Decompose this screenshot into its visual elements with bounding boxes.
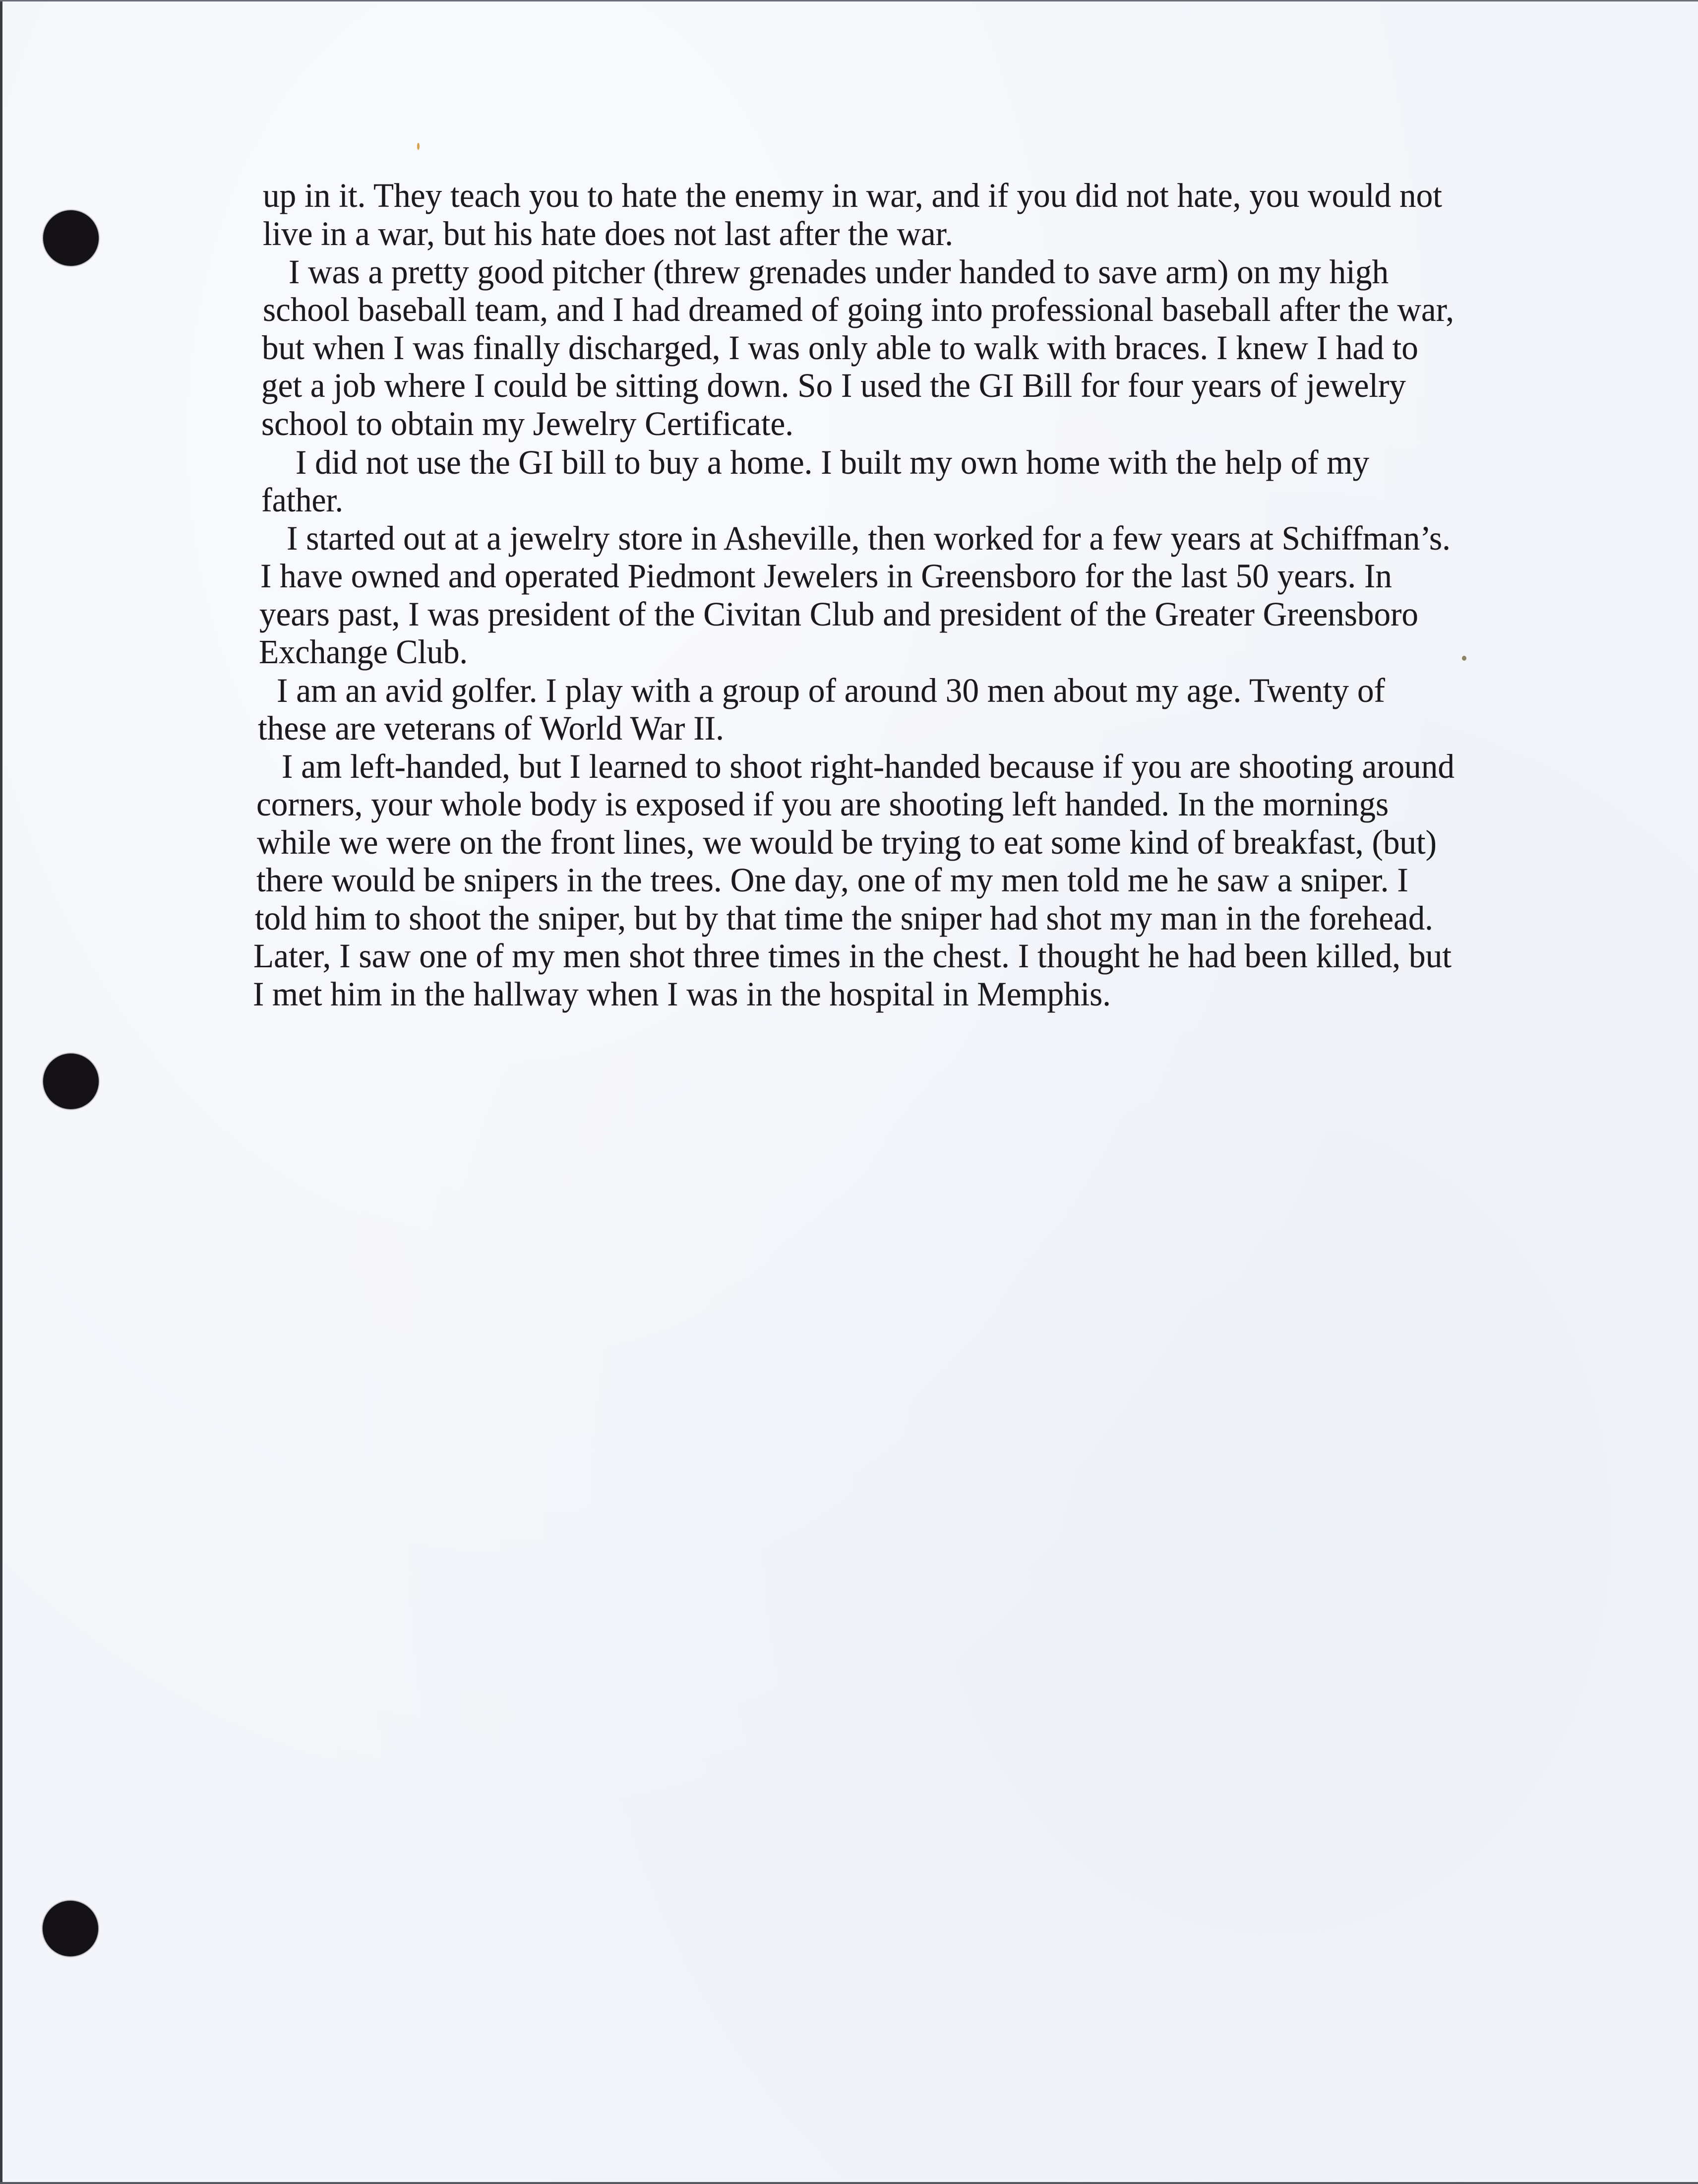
- text-line: I was a pretty good pitcher (threw grenades under handed to save arm) on my high: [289, 253, 1389, 291]
- text-line: there would be snipers in the trees. One day, one of my men told me he saw a sniper. I: [256, 861, 1408, 899]
- text-line: told him to shoot the sniper, but by that time the sniper had shot my man in the forehead.: [255, 899, 1433, 937]
- text-line: school to obtain my Jewelry Certificate.: [261, 405, 794, 442]
- text-line: Exchange Club.: [259, 633, 468, 671]
- text-line: I started out at a jewelry store in Asheville, then worked for a few years at Schiffman’s.: [287, 519, 1451, 557]
- text-line: I am an avid golfer. I play with a group of around 30 men about my age. Twenty of: [277, 672, 1385, 709]
- text-line: I did not use the GI bill to buy a home. I built my own home with the help of my: [296, 443, 1370, 481]
- text-line: but when I was finally discharged, I was only able to walk with braces. I knew I had to: [262, 329, 1418, 367]
- text-line: father.: [261, 481, 344, 519]
- text-line: while we were on the front lines, we would be trying to eat some kind of breakfast, (but): [257, 823, 1437, 861]
- text-line: get a job where I could be sitting down. So I used the GI Bill for four years of jewelry: [261, 367, 1406, 404]
- text-line: I am left-handed, but I learned to shoot right-handed because if you are shooting around: [282, 748, 1455, 785]
- text-line: Later, I saw one of my men shot three times in the chest. I thought he had been killed, but: [253, 937, 1452, 975]
- text-line: corners, your whole body is exposed if you are shooting left handed. In the mornings: [256, 785, 1389, 823]
- text-line: up in it. They teach you to hate the enemy in war, and if you did not hate, you would not: [263, 177, 1442, 214]
- text-line: I have owned and operated Piedmont Jewelers in Greensboro for the last 50 years. In: [260, 557, 1392, 595]
- text-line: I met him in the hallway when I was in the hospital in Memphis.: [253, 975, 1111, 1013]
- text-line: years past, I was president of the Civitan Club and president of the Greater Greensboro: [259, 595, 1418, 633]
- text-line: these are veterans of World War II.: [258, 709, 724, 747]
- text-line: school baseball team, and I had dreamed of going into professional baseball after the war,: [263, 291, 1454, 328]
- text-line: live in a war, but his hate does not last after the war.: [263, 215, 954, 252]
